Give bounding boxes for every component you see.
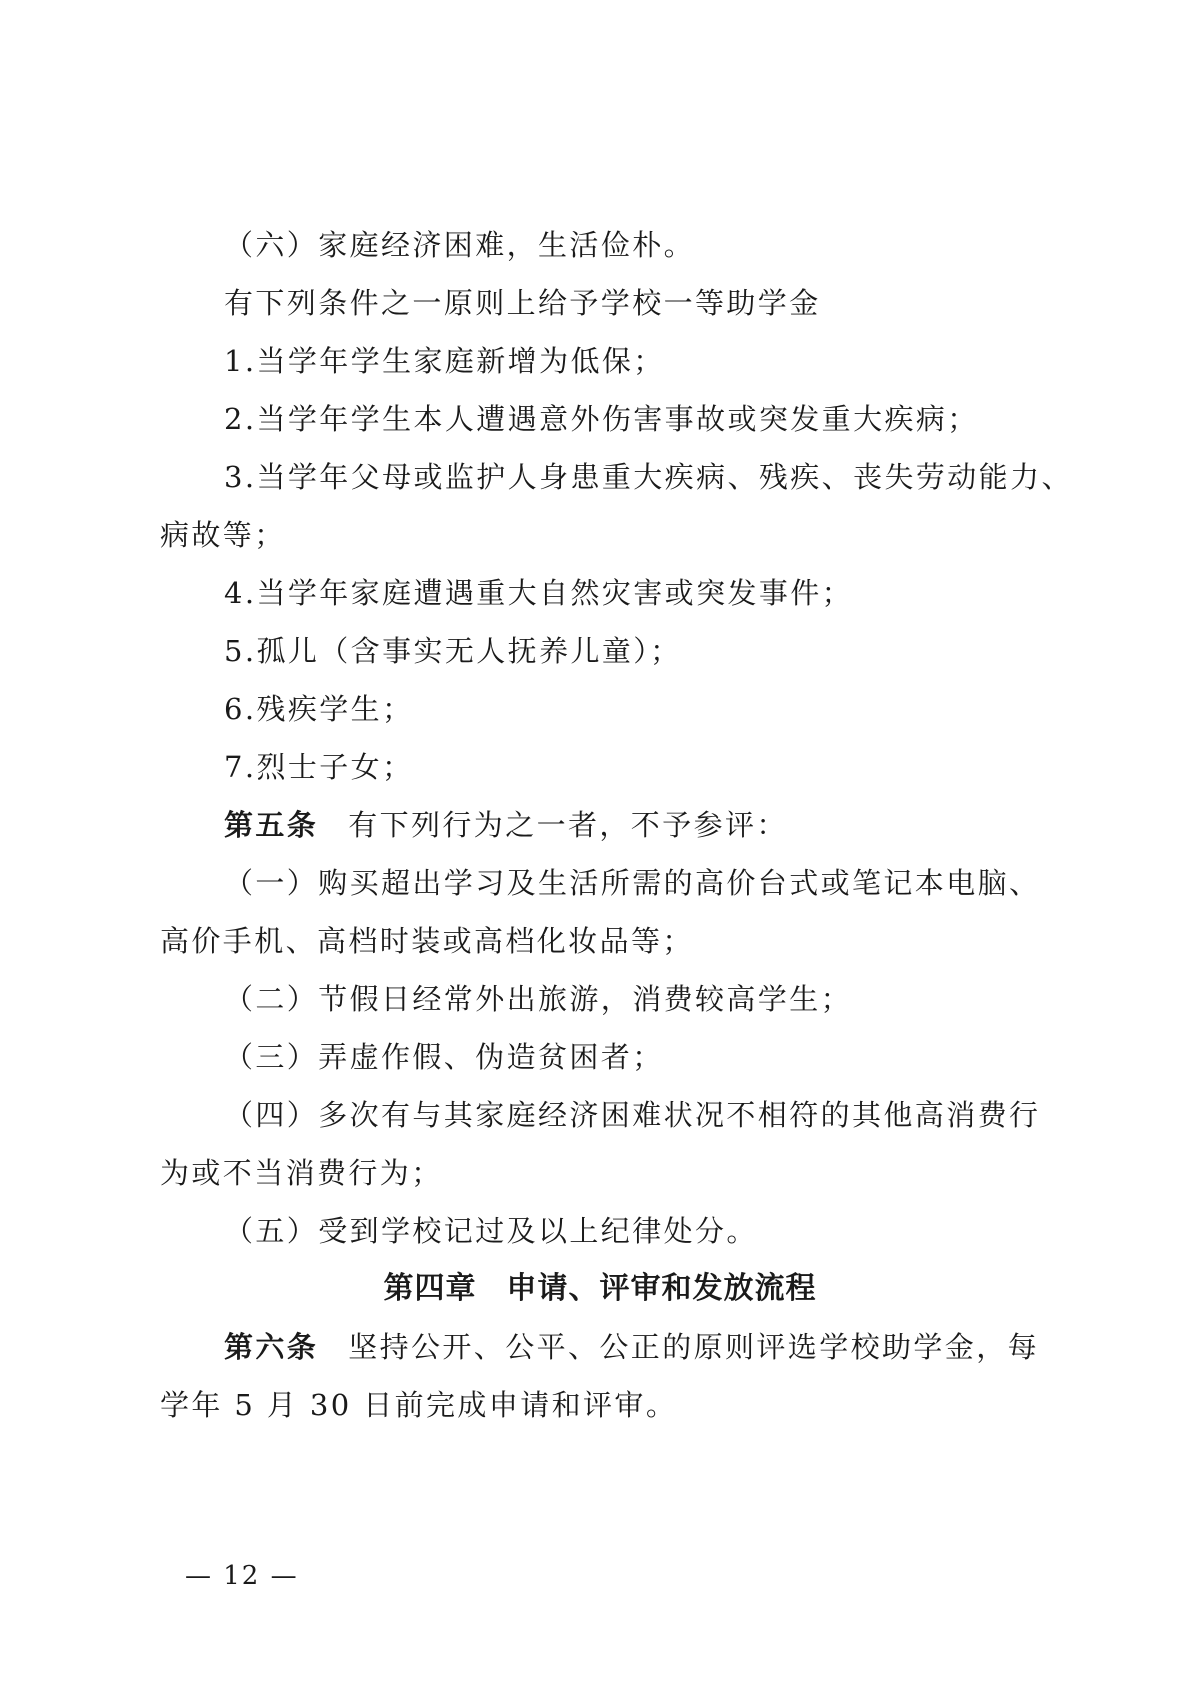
article-6-heading <box>160 1318 1040 1376</box>
list-item-4: 4.当学年家庭遭遇重大自然灾害或突发事件； <box>224 576 854 610</box>
article-5-item-3: （三）弄虚作假、伪造贫困者； <box>224 1040 664 1074</box>
article-5-text: 有下列行为之一者，不予参评： <box>348 808 788 842</box>
article-5-item-1-line2: 高价手机、高档时装或高档化妆品等； <box>160 924 694 958</box>
page-number: — 12 — <box>185 1561 299 1591</box>
article-6-text-line1: 坚持公开、公平、公正的原则评选学校助学金，每 <box>348 1330 1040 1364</box>
list-item-3-line2: 病故等； <box>160 518 286 552</box>
chapter-4-title: 第四章 <box>383 1271 477 1306</box>
list-item-2: 2.当学年学生本人遭遇意外伤害事故或突发重大疾病； <box>224 402 979 436</box>
chapter-4-subtitle: 申请、评审和发放流程 <box>506 1271 817 1306</box>
article-5-heading <box>160 796 1040 854</box>
paragraph-condition-six: （六）家庭经济困难，生活俭朴。 <box>224 228 696 262</box>
article-6-label: 第六条 <box>224 1330 319 1364</box>
list-item-6: 6.残疾学生； <box>224 692 414 726</box>
article-5-label: 第五条 <box>224 808 319 842</box>
article-5-item-5: （五）受到学校记过及以上纪律处分。 <box>224 1214 758 1248</box>
article-5-item-4-line2: 为或不当消费行为； <box>160 1156 443 1190</box>
list-item-7: 7.烈士子女； <box>224 750 414 784</box>
list-item-1: 1.当学年学生家庭新增为低保； <box>224 344 665 378</box>
list-item-3-line1: 3.当学年父母或监护人身患重大疾病、残疾、丧失劳动能力、 <box>224 460 1073 494</box>
article-5-item-1-line1: （一）购买超出学习及生活所需的高价台式或笔记本电脑、 <box>224 866 1041 900</box>
article-5-item-2: （二）节假日经常外出旅游，消费较高学生； <box>224 982 853 1016</box>
article-6-text-line2: 学年 5 月 30 日前完成申请和评审。 <box>160 1388 678 1422</box>
paragraph-first-class-grant-intro: 有下列条件之一原则上给予学校一等助学金 <box>224 286 821 320</box>
article-5-item-4-line1: （四）多次有与其家庭经济困难状况不相符的其他高消费行 <box>224 1098 1041 1132</box>
list-item-5: 5.孤儿（含事实无人抚养儿童）； <box>224 634 682 668</box>
document-body <box>160 216 1073 1434</box>
chapter-4-heading <box>160 1260 1040 1318</box>
